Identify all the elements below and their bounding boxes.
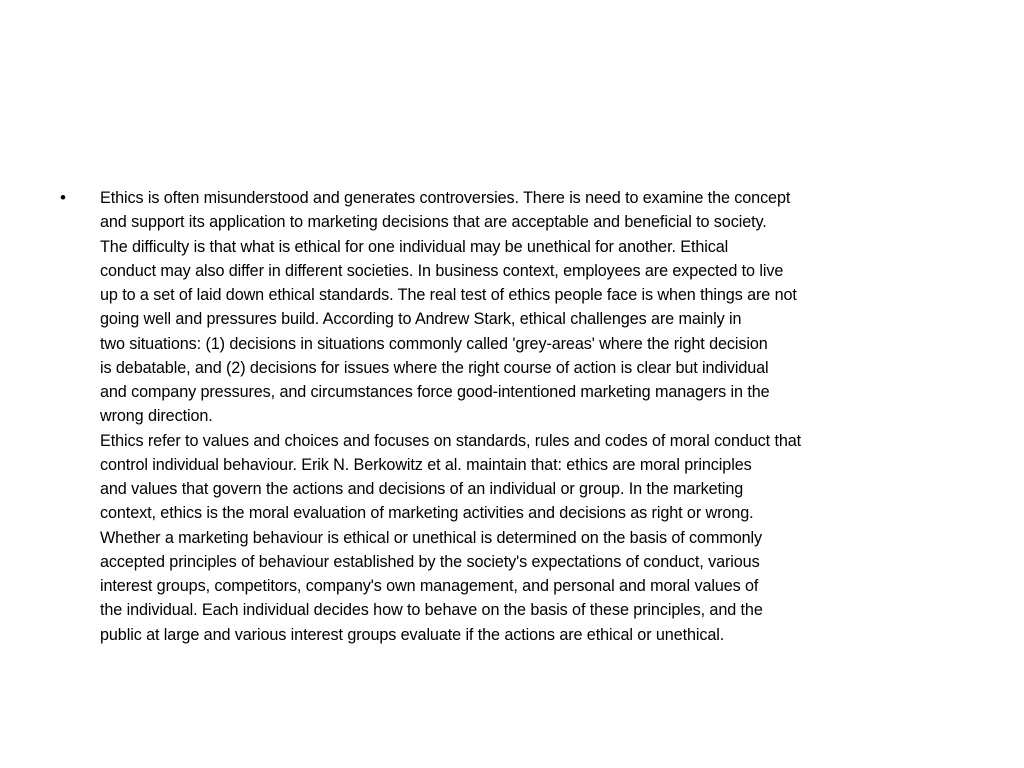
text-line: the individual. Each individual decides how to behave on the basis of these principles, and the <box>100 601 763 620</box>
text-line: up to a set of laid down ethical standards. The real test of ethics people face is when things are not <box>100 286 797 304</box>
text-line: and values that govern the actions and decisions of an individual or group. In the marketing <box>100 480 744 498</box>
text-line: two situations: (1) decisions in situations commonly called 'grey-areas' where the right decision <box>100 334 768 353</box>
text-line: wrong direction. <box>100 407 213 426</box>
paragraph-text <box>100 186 960 647</box>
text-line: is debatable, and (2) decisions for issues where the right course of action is clear but individual <box>100 358 769 377</box>
text-line: interest groups, competitors, company's own management, and personal and moral values of <box>100 577 759 595</box>
text-line: public at large and various interest groups evaluate if the actions are ethical or unethical. <box>100 625 725 644</box>
text-line: and support its application to marketing decisions that are acceptable and beneficial to society. <box>100 213 767 232</box>
text-line: accepted principles of behaviour established by the society's expectations of conduct, various <box>100 552 760 571</box>
text-line: Ethics is often misunderstood and generates controversies. There is need to examine the concept <box>100 189 791 207</box>
text-line: conduct may also differ in different societies. In business context, employees are expected to live <box>100 261 784 280</box>
text-line: control individual behaviour. Erik N. Berkowitz et al. maintain that: ethics are moral principles <box>100 455 752 474</box>
text-line: going well and pressures build. According to Andrew Stark, ethical challenges are mainly in <box>100 310 742 329</box>
text-line: context, ethics is the moral evaluation of marketing activities and decisions as right or wrong. <box>100 504 754 523</box>
text-line: The difficulty is that what is ethical for one individual may be unethical for another. Ethical <box>100 237 729 256</box>
text-line: Whether a marketing behaviour is ethical or unethical is determined on the basis of commonly <box>100 528 763 547</box>
text-line: and company pressures, and circumstances force good-intentioned marketing managers in the <box>100 383 770 401</box>
bullet-icon: • <box>60 188 66 207</box>
text-line: Ethics refer to values and choices and focuses on standards, rules and codes of moral conduct that <box>100 431 802 450</box>
